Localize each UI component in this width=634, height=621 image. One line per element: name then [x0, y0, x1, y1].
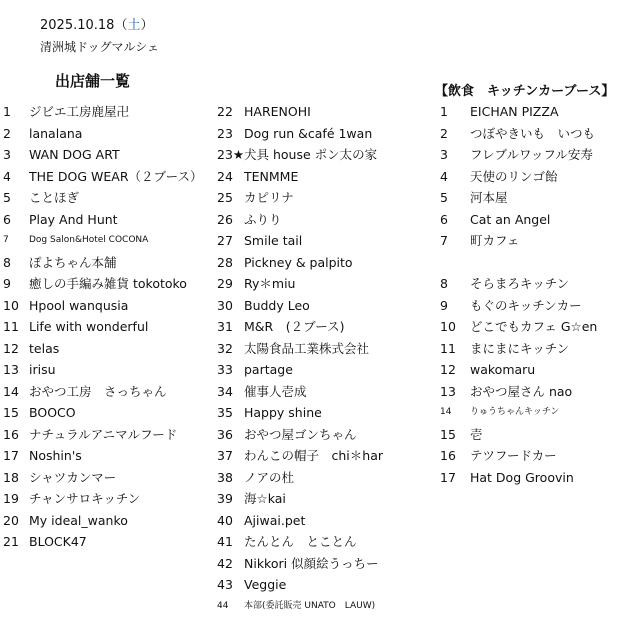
item-number: 7: [3, 235, 9, 245]
item-name: Buddy Leo: [244, 297, 310, 313]
item-number: 5: [3, 190, 11, 205]
item-name: Noshin's: [29, 448, 82, 463]
item-number: 15: [440, 426, 456, 442]
item-name: Hpool wanqusia: [29, 297, 129, 313]
item-name: Play And Hunt: [29, 211, 118, 227]
item-name: BOOCO: [29, 405, 76, 420]
item-name: ぽよちゃん本舗: [29, 254, 117, 270]
item-name: わんこの帽子 chi＊har: [244, 448, 383, 463]
item-name: BLOCK47: [29, 534, 87, 549]
item-number: 42: [217, 555, 233, 571]
item-name: M&R (２ブース): [244, 319, 345, 334]
item-name: wakomaru: [470, 362, 536, 377]
item-number: 14: [3, 383, 19, 399]
item-number: 20: [3, 512, 19, 528]
item-name: 天使のリンゴ飴: [470, 168, 558, 184]
item-number: 11: [3, 319, 19, 334]
item-number: 13: [3, 362, 19, 377]
item-number: 3: [440, 147, 448, 162]
item-name: 海☆kai: [244, 491, 286, 506]
item-number: 28: [217, 254, 233, 270]
item-number: 24: [217, 168, 233, 184]
item-name: irisu: [29, 362, 56, 377]
item-number: 6: [440, 211, 448, 227]
item-name: ジビエ工房鹿屋卍: [29, 104, 130, 119]
item-number: 23★: [217, 147, 245, 162]
item-name: telas: [29, 340, 60, 356]
item-number: 38: [217, 469, 233, 485]
item-number: 13: [440, 383, 456, 399]
item-name: フレブルワッフル安寿: [470, 147, 593, 162]
item-name: Happy shine: [244, 405, 322, 420]
item-number: 34: [217, 383, 233, 399]
item-number: 33: [217, 362, 233, 377]
item-name: つぼやきいも いつも: [470, 125, 596, 141]
item-number: 11: [440, 340, 456, 356]
event-name: 清洲城ドッグマルシェ: [40, 40, 159, 54]
item-name: EICHAN PIZZA: [470, 104, 559, 119]
item-name: Dog run &café 1wan: [244, 125, 373, 141]
paren-open: （: [114, 18, 128, 33]
item-number: 32: [217, 340, 233, 356]
item-name: そらまろキッチン: [470, 276, 570, 291]
item-name: どこでもカフェ G☆en: [470, 319, 598, 334]
item-number: 21: [3, 534, 19, 549]
event-date: [40, 14, 153, 33]
item-name: Life with wonderful: [29, 319, 149, 334]
item-name: 癒しの手編み雑貨 tokotoko: [29, 276, 187, 291]
item-number: 8: [440, 276, 448, 291]
item-name: Smile tail: [244, 233, 303, 248]
item-name: TENMME: [244, 168, 299, 184]
item-name: おやつ屋さん nao: [470, 383, 573, 399]
item-number: 36: [217, 426, 233, 442]
item-number: 39: [217, 491, 233, 506]
item-number: 25: [217, 190, 233, 205]
item-name: シャツカンマー: [29, 469, 117, 485]
item-number: 2: [3, 125, 11, 141]
item-name: カピリナ: [244, 190, 294, 205]
item-number: 9: [440, 297, 448, 313]
item-number: 31: [217, 319, 233, 334]
item-number: 35: [217, 405, 233, 420]
item-name: チャンサロキッチン: [29, 491, 141, 506]
item-name: lanalana: [29, 125, 83, 141]
item-number: 12: [440, 362, 456, 377]
item-name: 犬具 house ポン太の家: [244, 147, 378, 162]
item-name: Hat Dog Groovin: [470, 469, 574, 485]
item-name: Nikkori 似顔絵うっちー: [244, 555, 379, 571]
item-name: Cat an Angel: [470, 211, 551, 227]
item-number: 30: [217, 297, 233, 313]
item-number: 1: [440, 104, 448, 119]
item-name: ふりり: [244, 211, 282, 227]
item-name: THE DOG WEAR（２ブース）: [29, 168, 203, 184]
item-name: ナチュラルアニマルフード: [29, 426, 178, 442]
item-name: 太陽食品工業株式会社: [244, 340, 370, 356]
item-number: 10: [440, 319, 456, 334]
item-number: 15: [3, 405, 19, 420]
item-name: たんとん とことん: [244, 534, 357, 549]
item-name: Pickney & palpito: [244, 254, 353, 270]
item-number: 9: [3, 276, 11, 291]
item-number: 19: [3, 491, 19, 506]
item-name: Veggie: [244, 577, 287, 592]
item-name: 町カフェ: [470, 233, 520, 248]
item-number: 1: [3, 104, 11, 119]
item-name: My ideal_wanko: [29, 512, 128, 528]
item-number: 7: [440, 233, 448, 248]
item-number: 40: [217, 512, 233, 528]
item-number: 10: [3, 297, 19, 313]
item-number: 4: [440, 168, 448, 184]
item-number: 27: [217, 233, 233, 248]
item-name: ことほぎ: [29, 190, 80, 205]
item-number: 17: [440, 469, 456, 485]
item-name: ノアの杜: [244, 469, 295, 485]
item-number: 4: [3, 168, 11, 184]
item-name: WAN DOG ART: [29, 147, 120, 162]
item-name: partage: [244, 362, 293, 377]
item-name: Ry＊miu: [244, 276, 296, 291]
item-number: 16: [3, 426, 19, 442]
item-number: 5: [440, 190, 448, 205]
item-name: おやつ工房 さっちゃん: [29, 383, 167, 399]
item-name: テツフードカー: [470, 448, 557, 463]
item-name: おやつ屋ゴンちゃん: [244, 426, 357, 442]
item-number: 44: [217, 600, 229, 611]
item-number: 29: [217, 276, 233, 291]
food-section-title: 【飲食 キッチンカーブース】: [435, 84, 615, 99]
item-name: もぐのキッチンカー: [470, 297, 582, 313]
item-name: 本部(委託販売 UNATO LAUW): [244, 600, 376, 611]
item-number: 3: [3, 147, 11, 162]
item-number: 12: [3, 340, 19, 356]
item-number: 18: [3, 469, 19, 485]
item-number: 23: [217, 125, 233, 141]
item-name: りゅうちゃんキッチン: [470, 407, 560, 417]
item-name: 壱: [470, 426, 483, 442]
item-number: 6: [3, 211, 11, 227]
item-number: 14: [440, 407, 452, 417]
item-name: Dog Salon&Hotel COCONA: [29, 235, 149, 245]
item-number: 37: [217, 448, 233, 463]
vendor-list-title: 出店舗一覧: [55, 72, 131, 90]
item-number: 43: [217, 577, 233, 592]
item-number: 2: [440, 125, 448, 141]
item-number: 41: [217, 534, 233, 549]
weekday: 土: [127, 18, 141, 33]
item-number: 26: [217, 211, 233, 227]
item-number: 22: [217, 104, 233, 119]
paren-close: ）: [140, 18, 154, 33]
item-name: Ajiwai.pet: [244, 512, 306, 528]
item-number: 17: [3, 448, 19, 463]
item-number: 8: [3, 254, 11, 270]
date-text: 2025.10.18: [40, 18, 115, 33]
item-name: HARENOHI: [244, 104, 311, 119]
item-name: 催事人壱成: [244, 383, 307, 399]
item-name: 河本屋: [470, 190, 508, 205]
item-number: 16: [440, 448, 456, 463]
item-name: まにまにキッチン: [470, 340, 570, 356]
